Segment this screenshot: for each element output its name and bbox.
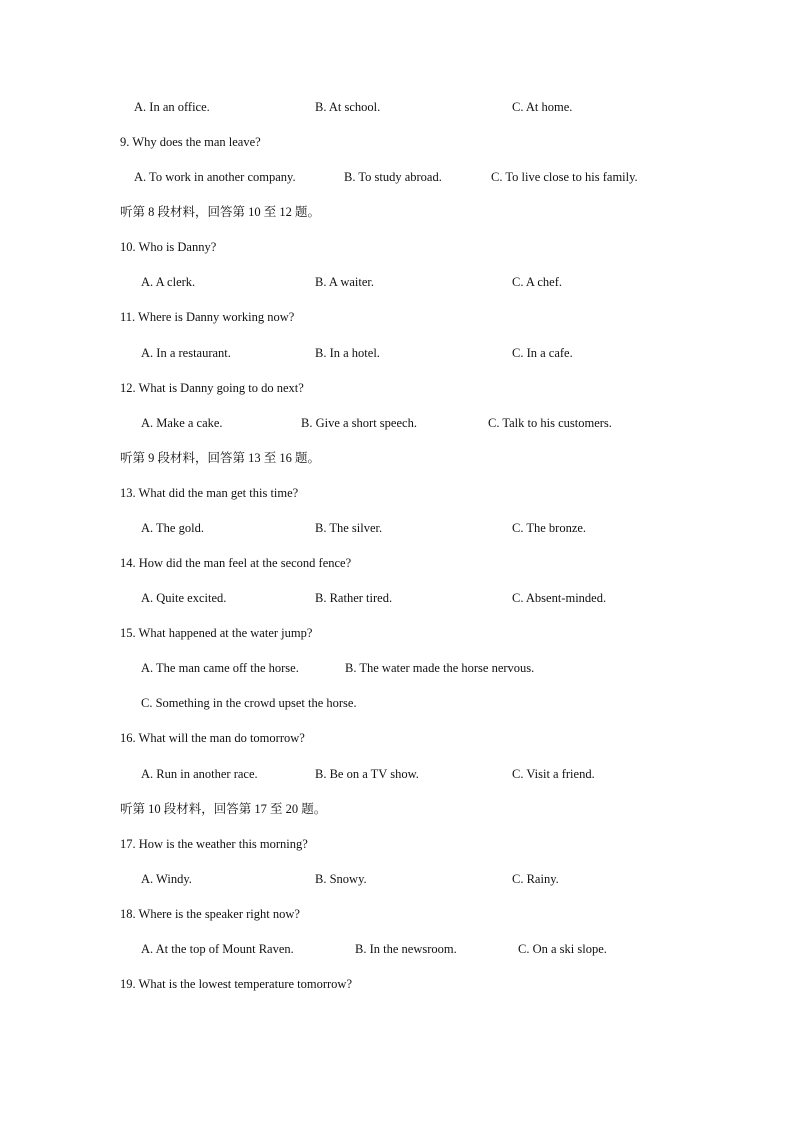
option-c: C. Something in the crowd upset the horse. [141,696,357,710]
option-row [0,272,794,292]
option-b: B. Be on a TV show. [315,767,419,781]
option-b: B. Rather tired. [315,591,393,605]
option-a: A. The man came off the horse. [141,661,299,675]
option-row [0,764,794,784]
option-c: C. Absent-minded. [512,591,607,605]
option-b: B. A waiter. [315,275,375,289]
option-row [0,518,794,538]
option-c: C. Talk to his customers. [488,416,612,430]
option-row [0,693,794,713]
option-row [0,97,794,117]
option-b: B. To study abroad. [344,170,442,184]
option-a: A. In an office. [134,100,210,114]
option-row [0,869,794,889]
question-16: 16. What will the man do tomorrow? [120,731,305,745]
question-14: 14. How did the man feel at the second fence? [120,556,352,570]
question-11: 11. Where is Danny working now? [120,310,295,324]
option-row [0,413,794,433]
question-17: 17. How is the weather this morning? [120,837,308,851]
option-c: C. The bronze. [512,521,587,535]
question-13: 13. What did the man get this time? [120,486,299,500]
question-19: 19. What is the lowest temperature tomorrow? [120,977,352,991]
option-a: A. Quite excited. [141,591,227,605]
option-a: A. To work in another company. [134,170,296,184]
option-b: B. Give a short speech. [301,416,417,430]
option-c: C. A chef. [512,275,562,289]
option-a: A. A clerk. [141,275,196,289]
option-a: A. Run in another race. [141,767,258,781]
section-heading-10: 听第 10 段材料，回答第 17 至 20 题。 [120,802,327,816]
option-c: C. Rainy. [512,872,559,886]
question-12: 12. What is Danny going to do next? [120,381,304,395]
section-heading-8: 听第 8 段材料，回答第 10 至 12 题。 [120,205,321,219]
option-c: C. At home. [512,100,573,114]
option-a: A. In a restaurant. [141,346,231,360]
option-c: C. On a ski slope. [518,942,607,956]
option-b: B. In a hotel. [315,346,380,360]
option-a: A. The gold. [141,521,204,535]
option-c: C. Visit a friend. [512,767,595,781]
question-10: 10. Who is Danny? [120,240,217,254]
question-18: 18. Where is the speaker right now? [120,907,300,921]
option-b: B. At school. [315,100,381,114]
option-row [0,939,794,959]
option-row [0,658,794,678]
option-b: B. Snowy. [315,872,367,886]
option-c: C. To live close to his family. [491,170,638,184]
option-c: C. In a cafe. [512,346,573,360]
option-row [0,343,794,363]
option-row [0,588,794,608]
option-a: A. At the top of Mount Raven. [141,942,294,956]
option-row [0,167,794,187]
option-a: A. Windy. [141,872,192,886]
option-b: B. The silver. [315,521,383,535]
question-9: 9. Why does the man leave? [120,135,261,149]
section-heading-9: 听第 9 段材料，回答第 13 至 16 题。 [120,451,321,465]
option-a: A. Make a cake. [141,416,223,430]
option-b: B. The water made the horse nervous. [345,661,535,675]
option-b: B. In the newsroom. [355,942,457,956]
question-15: 15. What happened at the water jump? [120,626,313,640]
